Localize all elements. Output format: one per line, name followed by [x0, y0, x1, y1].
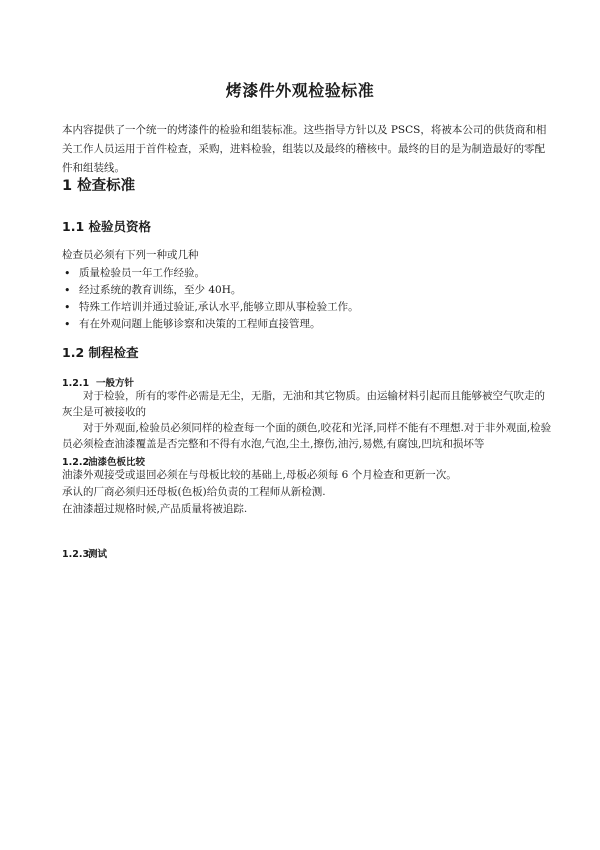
section-1-2-3-heading: [62, 546, 107, 560]
general-policy-paragraph-2: 对于外观面,检验员必须同样的检查每一个面的颜色,咬花和光泽,同样不能有不理想.对于非外观面,检验员必须检查油漆覆盖是否完整和不得有水泡,气泡,尘土,擦伤,油污,易燃,有腐蚀,凹坑和损坏等: [62, 422, 552, 450]
document-title: 烤漆件外观检验标准: [225, 81, 375, 100]
section-1-2-heading: 1.2 制程检查: [62, 345, 139, 360]
section-number: 1.2.2: [62, 457, 90, 468]
color-panel-line-2: 承认的厂商必须归还母板(色板)给负责的工程师从新检测.: [62, 486, 326, 498]
list-item: • 特殊工作培训并通过验证,承认水平,能够立即从事检验工作。: [62, 299, 359, 316]
inspector-qualification-list: [62, 265, 359, 333]
inspector-requirements-lead: 检查员必须有下列一种或几种: [62, 249, 199, 261]
section-1-2-2-heading: [62, 454, 145, 468]
section-1-heading: 1 检查标准: [62, 178, 136, 194]
general-policy-paragraph-1: 对于检验，所有的零件必需是无尘，无脂，无油和其它物质。由运输材料引起而且能够被空气吹走的灰尘是可被接收的: [62, 390, 545, 418]
list-item: • 经过系统的教育训练，至少 40H。: [62, 282, 359, 299]
section-title: 一般方针: [96, 378, 135, 389]
section-number: 1.2.1: [62, 378, 90, 389]
color-panel-line-1: 油漆外观接受或退回必须在与母板比较的基础上,母板必须每 6 个月检查和更新一次。: [62, 469, 457, 481]
list-item: • 质量检验员一年工作经验。: [62, 265, 359, 282]
section-number: 1.2.3: [62, 549, 90, 560]
intro-paragraph: 本内容提供了一个统一的烤漆件的检验和组装标准。这些指导方针以及 PSCS，将被本公司的供货商和相关工作人员运用于首件检查，采购，进料检验，组装以及最终的稽核中。最终的目的是为制造最好的零配件和组装线。: [62, 124, 547, 174]
section-1-2-1-heading: [62, 375, 134, 389]
section-title: 油漆色板比较: [88, 457, 146, 468]
section-title: 测试: [88, 549, 108, 560]
section-1-1-heading: 1.1 检验员资格: [62, 219, 151, 234]
color-panel-line-3: 在油漆超过规格时候,产品质量将被追踪.: [62, 503, 248, 515]
list-item: • 有在外观问题上能够诊察和决策的工程师直接管理。: [62, 316, 359, 333]
